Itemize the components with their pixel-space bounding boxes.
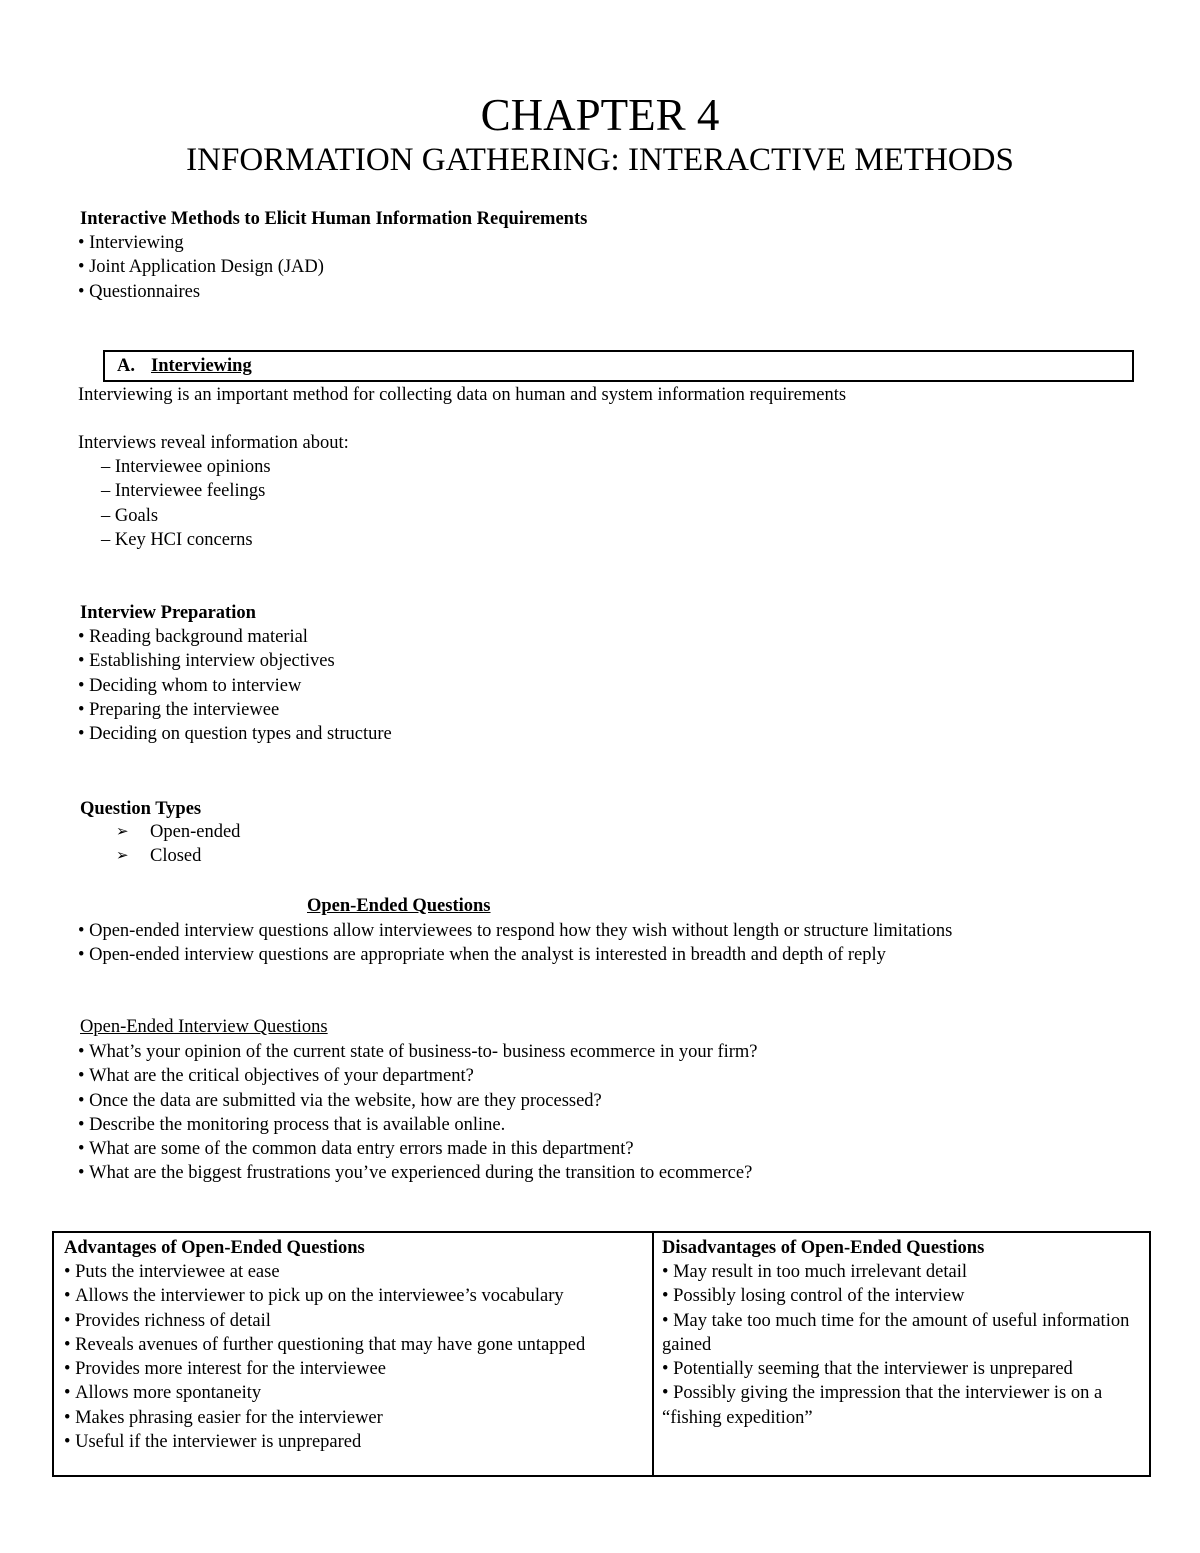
- list-item: • Joint Application Design (JAD): [78, 255, 324, 279]
- list-item: – Key HCI concerns: [101, 528, 271, 552]
- preparation-heading: Interview Preparation: [80, 603, 256, 623]
- list-item: • Deciding on question types and structure: [78, 722, 392, 746]
- list-item: ➢ Open-ended: [116, 820, 240, 844]
- list-item: • Interviewing: [78, 231, 324, 255]
- list-item: • Preparing the interviewee: [78, 698, 392, 722]
- arrow-bullet-icon: ➢: [116, 824, 129, 840]
- disadvantages-list: [662, 1260, 1143, 1430]
- reveal-list: [101, 455, 271, 552]
- list-item: • Allows the interviewer to pick up on the interviewee’s vocabulary: [64, 1284, 646, 1308]
- methods-heading: Interactive Methods to Elicit Human Information Requirements: [80, 209, 588, 229]
- list-item: • Once the data are submitted via the website, how are they processed?: [78, 1089, 758, 1113]
- reveal-heading: Interviews reveal information about:: [78, 433, 349, 453]
- chapter-number: CHAPTER 4: [480, 90, 720, 140]
- list-item: • Puts the interviewee at ease: [64, 1260, 646, 1284]
- preparation-list: [78, 625, 392, 746]
- list-item: • Open-ended interview questions allow interviewees to respond how they wish without length or structure limitations: [78, 919, 952, 943]
- methods-list: [78, 231, 324, 304]
- open-ended-heading: Open-Ended Questions: [307, 896, 491, 916]
- list-item: – Goals: [101, 504, 271, 528]
- list-item: • Reveals avenues of further questioning that may have gone untapped: [64, 1333, 646, 1357]
- list-item: • Makes phrasing easier for the interviewer: [64, 1406, 646, 1430]
- list-item: • Reading background material: [78, 625, 392, 649]
- list-item: • Establishing interview objectives: [78, 649, 392, 673]
- list-item: • May result in too much irrelevant detail: [662, 1260, 1143, 1284]
- advantages-list: [64, 1260, 646, 1454]
- list-item: – Interviewee opinions: [101, 455, 271, 479]
- list-item: ➢ Closed: [116, 844, 240, 868]
- chapter-title: INFORMATION GATHERING: INTERACTIVE METHODS: [186, 142, 1014, 178]
- list-item: • Questionnaires: [78, 280, 324, 304]
- open-ended-list: [78, 919, 952, 968]
- interviewing-intro: Interviewing is an important method for collecting data on human and system information requirements: [78, 385, 847, 405]
- list-item: • What are the critical objectives of your department?: [78, 1064, 758, 1088]
- disadvantages-cell: [653, 1232, 1150, 1476]
- disadvantages-heading: Disadvantages of Open-Ended Questions: [662, 1238, 985, 1258]
- list-item: • What are the biggest frustrations you’ve experienced during the transition to ecommerce?: [78, 1161, 758, 1185]
- list-item: • Open-ended interview questions are appropriate when the analyst is interested in breadth and depth of reply: [78, 943, 952, 967]
- list-item: • Provides richness of detail: [64, 1309, 646, 1333]
- section-letter: A.: [117, 356, 135, 376]
- question-types-heading: Question Types: [80, 799, 202, 819]
- list-item: • Allows more spontaneity: [64, 1381, 646, 1405]
- list-item: • What are some of the common data entry errors made in this department?: [78, 1137, 758, 1161]
- examples-list: [78, 1040, 758, 1186]
- list-item: • Describe the monitoring process that is available online.: [78, 1113, 758, 1137]
- list-item: • May take too much time for the amount of useful information gained: [662, 1309, 1143, 1358]
- list-item: • Deciding whom to interview: [78, 674, 392, 698]
- list-item: • Potentially seeming that the interviewer is unprepared: [662, 1357, 1143, 1381]
- list-item: – Interviewee feelings: [101, 479, 271, 503]
- list-item: • Possibly giving the impression that the interviewer is on a “fishing expedition”: [662, 1381, 1143, 1430]
- section-a-heading-box: [103, 350, 1134, 382]
- advantages-cell: [53, 1232, 653, 1476]
- list-item: • Provides more interest for the interviewee: [64, 1357, 646, 1381]
- section-title: Interviewing: [151, 356, 252, 376]
- list-item: • Possibly losing control of the interview: [662, 1284, 1143, 1308]
- arrow-bullet-icon: ➢: [116, 848, 129, 865]
- list-item: • What’s your opinion of the current state of business-to- business ecommerce in your firm?: [78, 1040, 758, 1064]
- advantages-disadvantages-table: [52, 1231, 1151, 1477]
- advantages-heading: Advantages of Open-Ended Questions: [64, 1238, 365, 1258]
- examples-heading: Open-Ended Interview Questions: [80, 1017, 328, 1037]
- question-types-list: [116, 820, 240, 869]
- list-item: • Useful if the interviewer is unprepared: [64, 1430, 646, 1454]
